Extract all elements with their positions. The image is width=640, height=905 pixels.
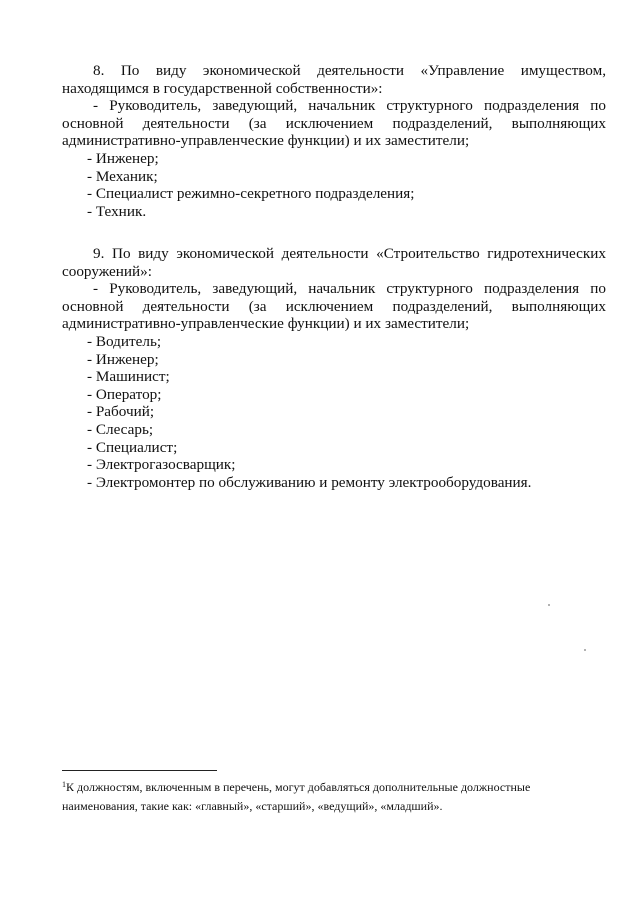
position-list <box>62 150 606 220</box>
footnote-separator <box>62 770 217 771</box>
section-8 <box>62 62 606 220</box>
list-item: - Специалист; <box>87 438 178 456</box>
footnote-text: К должностям, включенным в перечень, могут добавляться дополнительные должностные наименования, такие как: «главный», «старший», «ведущий», «младший». <box>62 780 531 813</box>
list-item: - Электромонтер по обслуживанию и ремонту электрооборудования. <box>87 473 532 491</box>
list-item: - Инженер; <box>87 350 159 368</box>
list-item: - Техник. <box>87 202 147 220</box>
list-item: - Электрогазосварщик; <box>87 456 236 474</box>
position-list <box>62 333 606 491</box>
list-item: - Инженер; <box>87 149 159 167</box>
footnote-marker: 1 <box>62 780 66 789</box>
list-item: - Специалист режимно-секретного подразделения; <box>87 185 415 203</box>
list-item: - Механик; <box>87 167 158 185</box>
scan-speck <box>548 604 550 606</box>
section-lead-item: - Руководитель, заведующий, начальник структурного подразделения по основной деятельности (за исключением подразделений, выполняющих административно-управленческие функции) и их заместители; <box>62 280 606 333</box>
list-item: - Рабочий; <box>87 403 155 421</box>
list-item: - Водитель; <box>87 332 162 350</box>
scan-speck <box>584 649 586 651</box>
list-item: - Оператор; <box>87 385 162 403</box>
list-item: - Слесарь; <box>87 420 154 438</box>
section-lead-item: - Руководитель, заведующий, начальник структурного подразделения по основной деятельности (за исключением подразделений, выполняющих административно-управленческие функции) и их заместители; <box>62 97 606 150</box>
list-item: - Машинист; <box>87 368 170 386</box>
section-heading: 8. По виду экономической деятельности «Управление имуществом, находящимся в государственной собственности»: <box>62 62 606 97</box>
section-9 <box>62 245 606 491</box>
section-heading: 9. По виду экономической деятельности «Строительство гидротехнических сооружений»: <box>62 245 606 280</box>
footnote <box>62 775 582 816</box>
